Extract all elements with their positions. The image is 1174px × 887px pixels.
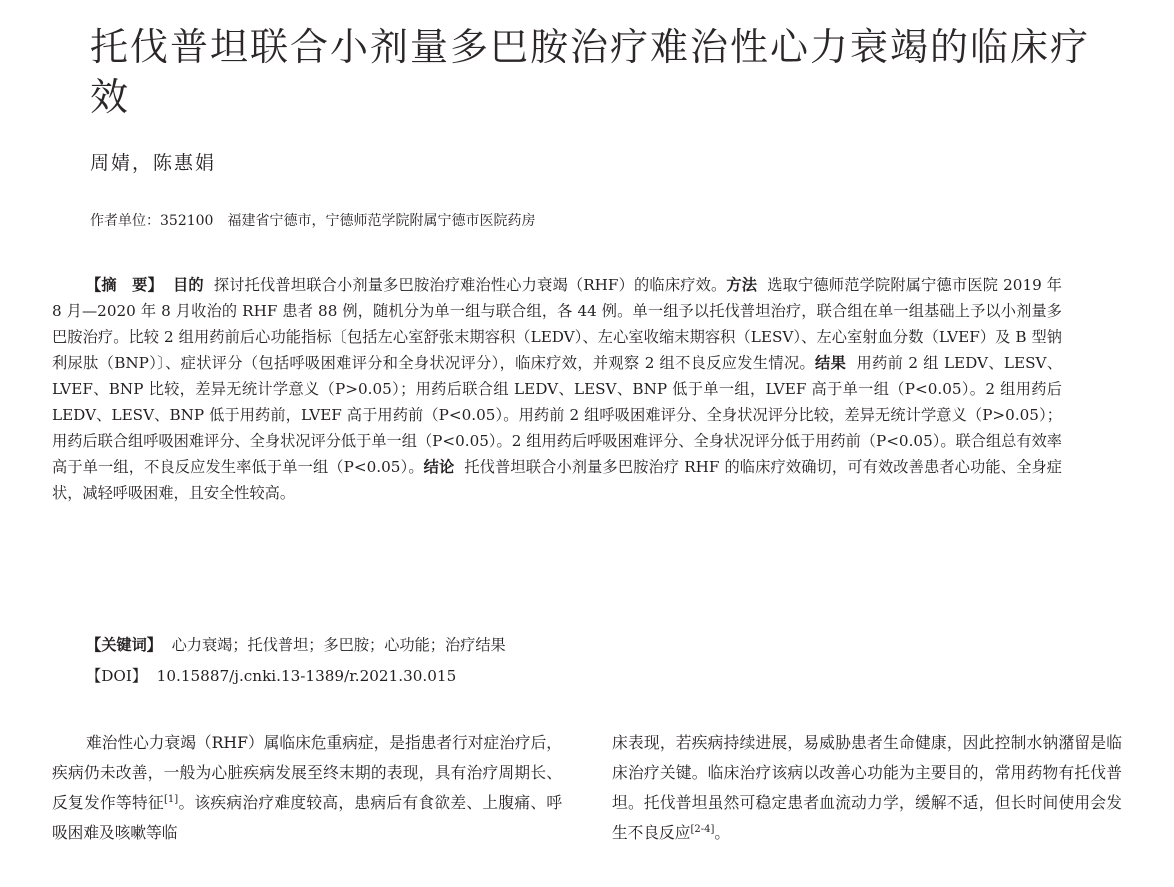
body-paragraph bbox=[52, 728, 562, 848]
conclusion-text: 托伐普坦联合小剂量多巴胺治疗 RHF 的临床疗效确切，可有效改善患者心功能、全身症状，减轻呼吸困难，且安全性较高。 bbox=[52, 458, 1062, 502]
citation-ref: [1] bbox=[163, 793, 179, 805]
body-paragraph bbox=[612, 728, 1122, 848]
abstract-paragraph bbox=[52, 272, 1062, 506]
doi-row bbox=[86, 663, 456, 689]
results-label: 结果 bbox=[815, 354, 847, 372]
article-title: 托伐普坦联合小剂量多巴胺治疗难治性心力衰竭的临床疗效 bbox=[90, 25, 1091, 119]
author-affiliation: 作者单位：352100 福建省宁德市，宁德师范学院附属宁德市医院药房 bbox=[90, 213, 536, 229]
keywords-label: 【关键词】 bbox=[86, 636, 162, 654]
keywords-row bbox=[86, 632, 506, 658]
methods-label: 方法 bbox=[726, 276, 758, 294]
citation-ref: [2-4] bbox=[690, 823, 715, 835]
body-text: 难治性心力衰竭（RHF）属临床危重病症，是指患者行对症治疗后，疾病仍未改善，一般为心脏疾病发展至终末期的表现，具有治疗周期长、反复发作等特征 bbox=[52, 733, 562, 812]
methods-text: 选取宁德师范学院附属宁德市医院 2019 年 8 月—2020 年 8 月收治的 RHF 患者 88 例，随机分为单一组与联合组，各 44 例。单一组予以托伐普坦治疗，联合组在单一组基础上予以小剂量多巴胺治疗。比较 2 组用药前后心功能指标〔包括左心室舒张末期容积（LEDV）、左心室收缩末期容积（LESV）、左心室射血分数（LVEF）及 B 型钠利尿肽（BNP）〕、症状评分（包括呼吸困难评分和全身状况评分），临床疗效，并观察 2 组不良反应发生情况。 bbox=[52, 276, 1062, 372]
doi-label: 【DOI】 bbox=[86, 667, 148, 685]
body-text: 。 bbox=[714, 823, 731, 842]
body-column-left bbox=[52, 728, 562, 848]
results-text: 用药前 2 组 LEDV、LESV、LVEF、BNP 比较，差异无统计学意义（P>0.05）；用药后联合组 LEDV、LESV、BNP 低于单一组，LVEF 高于单一组（P<0.05）。2 组用药后 LEDV、LESV、BNP 低于用药前，LVEF 高于用药前（P<0.05）。用药前 2 组呼吸困难评分、全身状况评分比较，差异无统计学意义（P>0.05）；用药后联合组呼吸困难评分、全身状况评分低于单一组（P<0.05）。2 组用药后呼吸困难评分、全身状况评分低于用药前（P<0.05）。联合组总有效率高于单一组，不良反应发生率低于单一组（P<0.05）。 bbox=[52, 354, 1063, 476]
conclusion-label: 结论 bbox=[423, 458, 455, 476]
objective-label: 目的 bbox=[173, 276, 204, 294]
abstract-label: 【摘 要】 bbox=[86, 276, 163, 294]
doi-text: 10.15887/j.cnki.13-1389/r.2021.30.015 bbox=[156, 667, 457, 685]
body-text: 床表现，若疾病持续进展，易威胁患者生命健康，因此控制水钠潴留是临床治疗关键。临床治疗该病以改善心功能为主要目的，常用药物有托伐普坦。托伐普坦虽然可稳定患者血流动力学，缓解不适，但长时间使用会发生不良反应 bbox=[612, 733, 1122, 842]
body-text: 。该疾病治疗难度较高，患病后有食欲差、上腹痛、呼吸困难及咳嗽等临 bbox=[52, 793, 563, 842]
body-column-right bbox=[612, 728, 1122, 848]
keywords-text: 心力衰竭；托伐普坦；多巴胺；心功能；治疗结果 bbox=[171, 636, 506, 654]
objective-text: 探讨托伐普坦联合小剂量多巴胺治疗难治性心力衰竭（RHF）的临床疗效。 bbox=[213, 276, 727, 294]
abstract bbox=[52, 272, 1062, 506]
author-list: 周婧，陈惠娟 bbox=[90, 152, 217, 174]
